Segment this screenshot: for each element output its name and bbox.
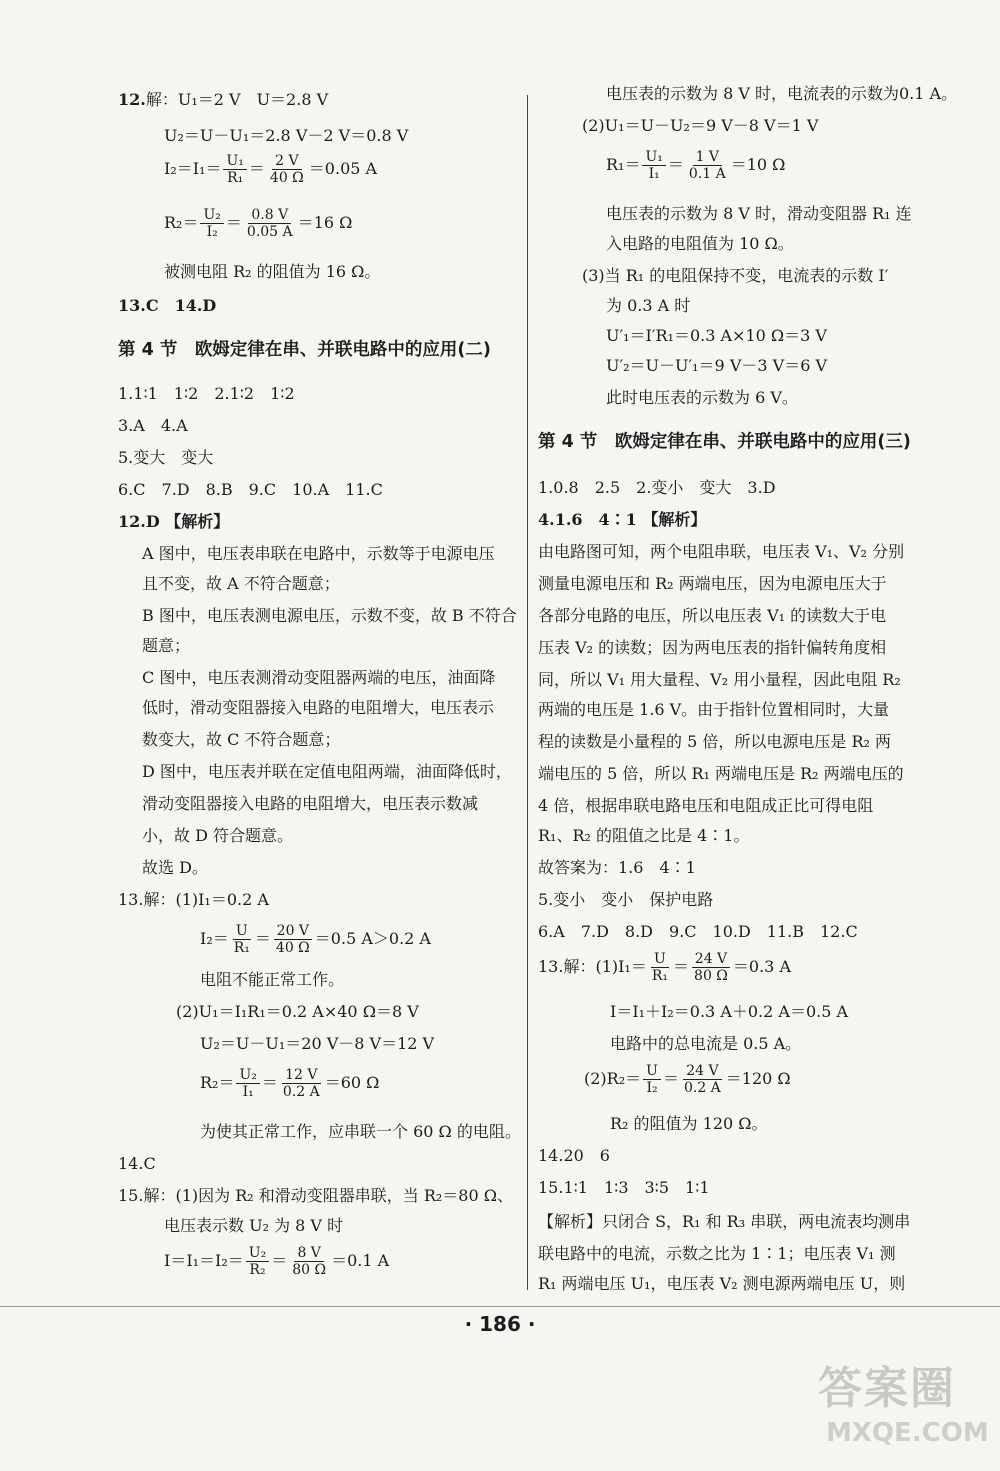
answer-15: 15.1∶1 1∶3 3∶5 1∶1	[538, 1178, 710, 1197]
r-analysis-line: 测量电源电压和 R₂ 两端电压，因为电源电压大于	[538, 574, 887, 593]
r-line: 电路中的总电流是 0.5 A。	[610, 1034, 802, 1053]
q12-line-2: U₂＝U－U₁＝2.8 V－2 V＝0.8 V	[164, 126, 409, 145]
r-line: U′₂＝U－U′₁＝9 V－3 V＝6 V	[606, 356, 828, 375]
r-line: R₂ 的阻值为 120 Ω。	[610, 1114, 768, 1133]
r-analysis-line: R₁ 两端电压 U₁，电压表 V₂ 测电源两端电压 U，则	[538, 1274, 906, 1293]
r-line: 电压表的示数为 8 V 时，电流表的示数为0.1 A。	[606, 84, 958, 103]
analysis-line: A 图中，电压表串联在电路中，示数等于电源电压	[142, 544, 495, 563]
q12-analysis-head: 12.D 【解析】	[118, 512, 230, 531]
analysis-line: B 图中，电压表测电源电压，示数不变，故 B 不符合	[142, 606, 517, 625]
watermark-logo	[818, 1352, 988, 1462]
r-analysis-line: 两端的电压是 1.6 V。由于指针位置相同时，大量	[538, 700, 890, 719]
r-line: 电压表的示数为 8 V 时，滑动变阻器 R₁ 连	[606, 204, 912, 223]
r-q13-formula-i1: 13.解：(1)I₁＝ $\frac{U}{\text{R₁}}$ ＝ $\frac{24 V}{80 \Omega}$ ＝0.3 A	[538, 951, 791, 984]
r-analysis-line: 【解析】只闭合 S，R₁ 和 R₃ 串联，两电流表均测串	[538, 1212, 911, 1231]
r-line: 为 0.3 A 时	[606, 296, 691, 315]
answer-5: 5.变小 变小 保护电路	[538, 890, 714, 909]
q13-formula-r2: R₂＝ $\frac{\text{U₂}}{\text{I₁}}$ ＝ $\frac{12 V}{0.2 A}$ ＝60 Ω	[200, 1067, 380, 1100]
section-title-2: 第 4 节 欧姆定律在串、并联电路中的应用(二)	[118, 340, 491, 360]
q13-line-1: 13.解：(1)I₁＝0.2 A	[118, 890, 269, 909]
r-line: 此时电压表的示数为 6 V。	[606, 388, 798, 407]
r-formula-r1: R₁＝ $\frac{\text{U₁}}{\text{I₁}}$ ＝ $\frac{1 V}{0.1 A}$ ＝10 Ω	[606, 149, 786, 182]
q12-conclusion: 被测电阻 R₂ 的阻值为 16 Ω。	[164, 262, 381, 281]
q12-line-1: 12.解：U₁＝2 V U＝2.8 V	[118, 90, 329, 109]
q13-line-4: (2)U₁＝I₁R₁＝0.2 A×40 Ω＝8 V	[176, 1002, 419, 1021]
section-title-3: 第 4 节 欧姆定律在串、并联电路中的应用(三)	[538, 432, 911, 452]
analysis-line: D 图中，电压表并联在定值电阻两端，油面降低时，	[142, 762, 512, 781]
q13-line-3: 电阻不能正常工作。	[200, 970, 345, 989]
r-analysis-line: 程的读数是小量程的 5 倍，所以电源电压是 R₂ 两	[538, 732, 891, 751]
page-number: · 186 ·	[464, 1312, 536, 1336]
q13-conclusion: 为使其正常工作，应串联一个 60 Ω 的电阻。	[200, 1122, 521, 1141]
r-analysis-line: 端电压的 5 倍，所以 R₁ 两端电压是 R₂ 两端电压的	[538, 764, 904, 783]
r-analysis-line: R₁、R₂ 的阻值之比是 4∶1。	[538, 826, 750, 845]
analysis-line: 滑动变阻器接入电路的电阻增大，电压表示数减	[142, 794, 479, 813]
q13-formula-i2: I₂＝ $\frac{U}{\text{R₁}}$ ＝ $\frac{20 V}{40 \Omega}$ ＝0.5 A＞0.2 A	[200, 923, 431, 956]
r-line: (3)当 R₁ 的电阻保持不变，电流表的示数 I′	[582, 266, 889, 285]
analysis-line: 且不变，故 A 不符合题意；	[142, 574, 340, 593]
analysis-line: 题意；	[142, 636, 191, 655]
q12-formula-i2: I₂＝I₁＝ $\frac{\text{U₁}}{\text{R₁}}$ ＝ $\frac{2 V}{40 \Omega}$ ＝0.05 A	[164, 153, 378, 186]
analysis-line: 故选 D。	[142, 858, 208, 877]
watermark-en: MXQE.COM	[826, 1418, 989, 1448]
q12-formula-r2: R₂＝ $\frac{\text{U₂}}{\text{I₂}}$ ＝ $\frac{0.8 V}{0.05 A}$ ＝16 Ω	[164, 207, 353, 240]
q15-formula-i: I＝I₁＝I₂＝ $\frac{\text{U₂}}{\text{R₂}}$ ＝ $\frac{8 V}{80 \Omega}$ ＝0.1 A	[164, 1245, 390, 1278]
q15-line-1: 15.解：(1)因为 R₂ 和滑动变阻器串联，当 R₂＝80 Ω、	[118, 1186, 514, 1205]
answers-6-11: 6.C 7.D 8.B 9.C 10.A 11.C	[118, 480, 383, 499]
analysis-line: C 图中，电压表测滑动变阻器两端的电压，油面降	[142, 668, 496, 687]
r-analysis-line: 同，所以 V₁ 用大量程、V₂ 用小量程，因此电阻 R₂	[538, 670, 901, 689]
r-line: U′₁＝I′R₁＝0.3 A×10 Ω＝3 V	[606, 326, 827, 345]
r-line: I＝I₁＋I₂＝0.3 A＋0.2 A＝0.5 A	[610, 1002, 849, 1021]
r-analysis-line: 各部分电路的电压，所以电压表 V₁ 的读数大于电	[538, 606, 887, 625]
r-q13-formula-r2: (2)R₂＝ $\frac{U}{\text{I₂}}$ ＝ $\frac{24 V}{0.2 A}$ ＝120 Ω	[584, 1063, 791, 1096]
r-analysis-line: 压表 V₂ 的读数；因为两电压表的指针偏转角度相	[538, 638, 887, 657]
column-divider	[527, 95, 528, 1290]
answers-6-12: 6.A 7.D 8.D 9.C 10.D 11.B 12.C	[538, 922, 858, 941]
q13-line-5: U₂＝U－U₁＝20 V－8 V＝12 V	[200, 1034, 435, 1053]
r-analysis-line: 4 倍，根据串联电路电压和电阻成正比可得电阻	[538, 796, 874, 815]
footer-rule	[0, 1306, 1000, 1307]
r-analysis-line: 故答案为：1.6 4∶1	[538, 858, 696, 877]
r-line: 入电路的电阻值为 10 Ω。	[606, 234, 794, 253]
answer-4-head: 4.1.6 4∶1 【解析】	[538, 510, 707, 529]
watermark-cn: 答案圈	[818, 1363, 956, 1414]
answer-14: 14.C	[118, 1154, 156, 1173]
analysis-line: 小，故 D 符合题意。	[142, 826, 294, 845]
answers-1-3: 1.0.8 2.5 2.变小 变大 3.D	[538, 478, 776, 497]
answers-3-4: 3.A 4.A	[118, 416, 188, 435]
analysis-line: 数变大，故 C 不符合题意；	[142, 730, 341, 749]
analysis-line: 低时，滑动变阻器接入电路的电阻增大，电压表示	[142, 698, 495, 717]
r-analysis-line: 由电路图可知，两个电阻串联，电压表 V₁、V₂ 分别	[538, 542, 905, 561]
answer-5: 5.变大 变大	[118, 448, 214, 467]
answer-14: 14.20 6	[538, 1146, 610, 1165]
q15-line-2: 电压表示数 U₂ 为 8 V 时	[164, 1216, 344, 1235]
r-line: (2)U₁＝U－U₂＝9 V－8 V＝1 V	[582, 116, 819, 135]
answers-1-2: 1.1∶1 1∶2 2.1∶2 1∶2	[118, 384, 295, 403]
answers-13-14: 13.C 14.D	[118, 296, 217, 315]
r-analysis-line: 联电路中的电流，示数之比为 1∶1；电压表 V₁ 测	[538, 1244, 896, 1263]
